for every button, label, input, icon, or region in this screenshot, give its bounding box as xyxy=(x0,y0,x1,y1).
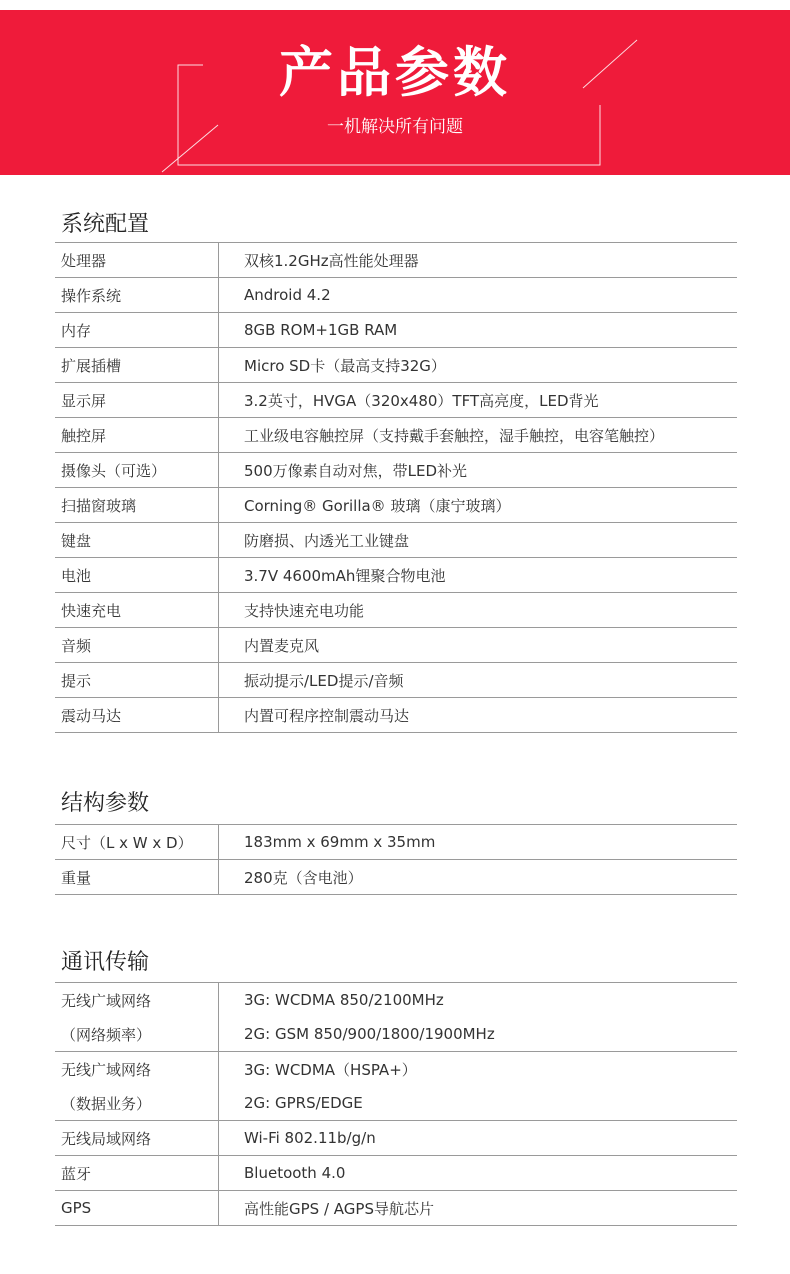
spec-key: （网络频率） xyxy=(55,1017,219,1052)
banner-title: 产品参数 xyxy=(279,41,511,104)
spec-value: 3.7V 4600mAh锂聚合物电池 xyxy=(219,558,738,593)
spec-table-communication xyxy=(55,982,737,1226)
spec-key: 处理器 xyxy=(55,243,219,278)
spec-key: 电池 xyxy=(55,558,219,593)
spec-value: 183mm x 69mm x 35mm xyxy=(219,825,738,860)
table-row xyxy=(55,1017,737,1052)
spec-table-system xyxy=(55,242,737,733)
spec-key: 无线广域网络 xyxy=(55,983,219,1018)
table-row xyxy=(55,348,737,383)
table-row xyxy=(55,523,737,558)
spec-key: 扫描窗玻璃 xyxy=(55,488,219,523)
spec-key: 快速充电 xyxy=(55,593,219,628)
spec-key: 键盘 xyxy=(55,523,219,558)
table-row xyxy=(55,278,737,313)
table-row xyxy=(55,593,737,628)
spec-key: GPS xyxy=(55,1191,219,1226)
spec-value: 双核1.2GHz高性能处理器 xyxy=(219,243,738,278)
spec-key: 提示 xyxy=(55,663,219,698)
spec-value: 2G: GSM 850/900/1800/1900MHz xyxy=(219,1017,738,1052)
table-row xyxy=(55,825,737,860)
banner-subtitle: 一机解决所有问题 xyxy=(327,117,463,137)
spec-key: 触控屏 xyxy=(55,418,219,453)
spec-key: 无线广域网络 xyxy=(61,1060,152,1079)
spec-value: 工业级电容触控屏（支持戴手套触控，湿手触控，电容笔触控） xyxy=(219,418,738,453)
spec-key: 重量 xyxy=(55,860,219,895)
spec-key: 无线局域网络 xyxy=(55,1121,219,1156)
spec-value: 2G: GPRS/EDGE xyxy=(219,1086,738,1121)
section-title-system: 系统配置 xyxy=(61,212,150,237)
spec-key: 尺寸（L x W x D） xyxy=(55,825,219,860)
table-row xyxy=(55,1191,737,1226)
spec-value: Android 4.2 xyxy=(219,278,738,313)
table-row xyxy=(55,698,737,733)
spec-table-structure xyxy=(55,824,737,895)
spec-value: 高性能GPS / AGPS导航芯片 xyxy=(219,1191,738,1226)
spec-value: 500万像素自动对焦，带LED补光 xyxy=(219,453,738,488)
spec-key: 内存 xyxy=(55,313,219,348)
table-row xyxy=(55,488,737,523)
table-row xyxy=(55,1052,737,1087)
spec-key: 操作系统 xyxy=(55,278,219,313)
spec-key: 扩展插槽 xyxy=(55,348,219,383)
table-row xyxy=(55,628,737,663)
table-row xyxy=(55,383,737,418)
spec-key: 显示屏 xyxy=(55,383,219,418)
spec-value: Micro SD卡（最高支持32G） xyxy=(219,348,738,383)
spec-key: （数据业务） xyxy=(55,1086,219,1121)
table-row xyxy=(55,1086,737,1121)
section-title-structure: 结构参数 xyxy=(61,791,150,816)
table-row xyxy=(55,860,737,895)
table-row xyxy=(55,983,737,1018)
spec-value: 内置麦克风 xyxy=(219,628,738,663)
spec-key: 震动马达 xyxy=(55,698,219,733)
spec-value: 支持快速充电功能 xyxy=(219,593,738,628)
spec-value: 振动提示/LED提示/音频 xyxy=(219,663,738,698)
table-row xyxy=(55,1121,737,1156)
spec-value: 3G: WCDMA（HSPA+） xyxy=(219,1052,738,1087)
spec-key: 摄像头（可选） xyxy=(55,453,219,488)
spec-value: Wi-Fi 802.11b/g/n xyxy=(219,1121,738,1156)
table-row xyxy=(55,453,737,488)
spec-value: 内置可程序控制震动马达 xyxy=(219,698,738,733)
header-banner xyxy=(0,10,790,175)
table-row xyxy=(55,663,737,698)
table-row xyxy=(55,1156,737,1191)
spec-value: 8GB ROM+1GB RAM xyxy=(219,313,738,348)
spec-value: 3G: WCDMA 850/2100MHz xyxy=(219,983,738,1018)
table-row xyxy=(55,558,737,593)
spec-value: 3.2英寸，HVGA（320x480）TFT高亮度，LED背光 xyxy=(219,383,738,418)
spec-key: 音频 xyxy=(55,628,219,663)
table-row xyxy=(55,313,737,348)
table-row xyxy=(55,418,737,453)
table-row xyxy=(55,243,737,278)
spec-value: 防磨损、内透光工业键盘 xyxy=(219,523,738,558)
section-title-communication: 通讯传输 xyxy=(61,950,150,975)
spec-value: 280克（含电池） xyxy=(219,860,738,895)
spec-key: 蓝牙 xyxy=(55,1156,219,1191)
spec-value: Bluetooth 4.0 xyxy=(219,1156,738,1191)
spec-value: Corning® Gorilla® 玻璃（康宁玻璃） xyxy=(219,488,738,523)
